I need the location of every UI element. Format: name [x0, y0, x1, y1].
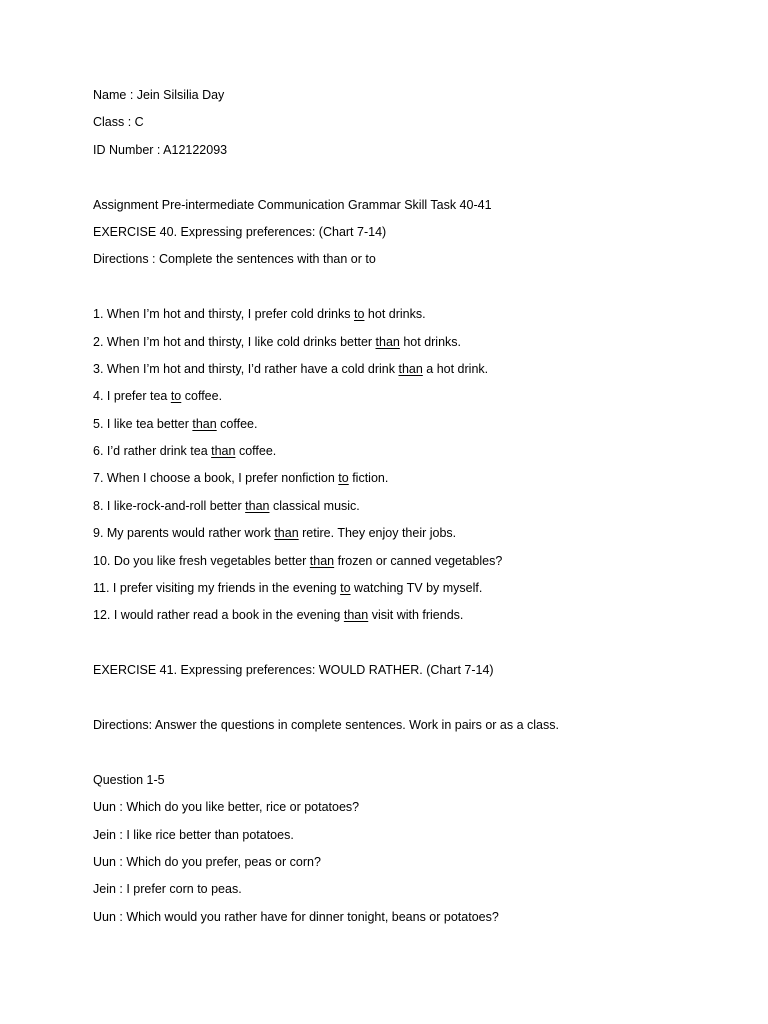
answer-word: than	[398, 361, 423, 376]
student-id-number: ID Number : A12122093	[93, 142, 228, 157]
answer-word: than	[375, 334, 400, 349]
question-range: Question 1-5	[93, 772, 165, 787]
exercise-item: 10. Do you like fresh vegetables better than frozen or canned vegetables?	[93, 553, 503, 568]
exercise-item: 1. When I’m hot and thirsty, I prefer cold drinks to hot drinks.	[93, 307, 426, 322]
document-page	[93, 86, 733, 935]
exercise-item: 6. I’d rather drink tea than coffee.	[93, 444, 277, 459]
student-class: Class : C	[93, 115, 144, 130]
answer-word: than	[309, 553, 335, 568]
dialogue-line: Jein : I like rice better than potatoes.	[93, 827, 294, 842]
exercise-item: 12. I would rather read a book in the evening than visit with friends.	[93, 608, 464, 623]
exercise-item: 3. When I’m hot and thirsty, I’d rather have a cold drink than a hot drink.	[93, 361, 489, 376]
answer-word: than	[274, 526, 299, 541]
blank-line	[93, 689, 733, 716]
exercise-40-title: EXERCISE 40. Expressing preferences: (Chart 7-14)	[93, 224, 387, 239]
answer-word: than	[192, 416, 217, 431]
dialogue-line: Uun : Which would you rather have for dinner tonight, beans or potatoes?	[93, 909, 499, 924]
answer-word: to	[354, 307, 365, 322]
exercise-item: 2. When I’m hot and thirsty, I like cold drinks better than hot drinks.	[93, 334, 462, 349]
answer-word: to	[340, 581, 351, 596]
dialogue-line: Jein : I prefer corn to peas.	[93, 882, 242, 897]
exercise-item: 4. I prefer tea to coffee.	[93, 389, 223, 404]
answer-word: than	[343, 608, 369, 623]
exercise-item: 7. When I choose a book, I prefer nonfiction to fiction.	[93, 471, 389, 486]
assignment-title: Assignment Pre-intermediate Communication Grammar Skill Task 40-41	[93, 197, 492, 212]
exercise-item: 11. I prefer visiting my friends in the evening to watching TV by myself.	[93, 581, 483, 596]
answer-word: than	[245, 498, 270, 513]
exercise-41-title: EXERCISE 41. Expressing preferences: WOULD RATHER. (Chart 7-14)	[93, 663, 494, 678]
exercise-item: 8. I like-rock-and-roll better than classical music.	[93, 498, 360, 513]
answer-word: to	[338, 471, 349, 486]
answer-word: than	[211, 444, 236, 459]
exercise-40-list	[93, 305, 733, 634]
blank-line	[93, 278, 733, 305]
blank-line	[93, 743, 733, 770]
student-name: Name : Jein Silsilia Day	[93, 88, 225, 102]
exercise-40-directions: Directions : Complete the sentences with than or to	[93, 252, 376, 267]
exercise-41-directions: Directions: Answer the questions in complete sentences. Work in pairs or as a class.	[93, 717, 559, 732]
exercise-item: 9. My parents would rather work than retire. They enjoy their jobs.	[93, 526, 457, 541]
blank-line	[93, 168, 733, 195]
blank-line	[93, 634, 733, 661]
dialogue-line: Uun : Which do you prefer, peas or corn?	[93, 854, 321, 869]
dialogue-list	[93, 798, 733, 935]
dialogue-line: Uun : Which do you like better, rice or potatoes?	[93, 800, 360, 815]
answer-word: to	[170, 389, 182, 404]
exercise-item: 5. I like tea better than coffee.	[93, 416, 258, 431]
